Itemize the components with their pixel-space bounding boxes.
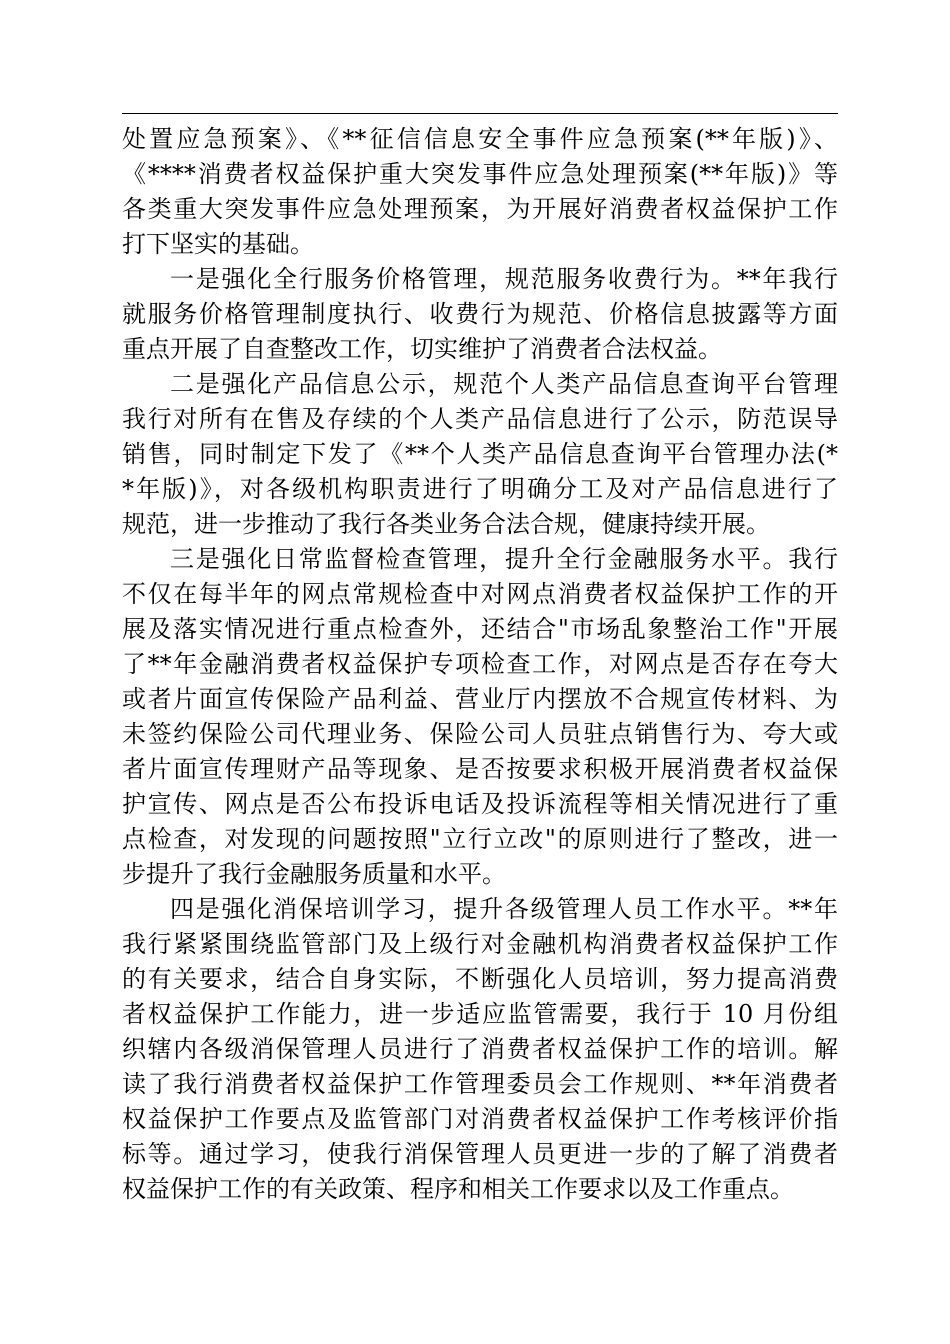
text-line: 或者片面宣传保险产品利益、营业厅内摆放不合规宣传材料、为: [122, 685, 838, 713]
text-line: 了**年金融消费者权益保护专项检查工作，对网点是否存在夸大: [122, 650, 838, 678]
text-line: 者权益保护工作能力，进一步适应监管需要，我行于 10 月份组: [122, 1000, 838, 1028]
text-line: 二是强化产品信息公示，规范个人类产品信息查询平台管理: [170, 370, 838, 398]
text-line: 织辖内各级消保管理人员进行了消费者权益保护工作的培训。解: [122, 1035, 838, 1063]
text-line: 就服务价格管理制度执行、收费行为规范、价格信息披露等方面: [122, 300, 838, 328]
text-line: 步提升了我行金融服务质量和水平。: [122, 860, 506, 888]
text-line: 四是强化消保培训学习，提升各级管理人员工作水平。**年: [170, 895, 838, 923]
text-line: 标等。通过学习，使我行消保管理人员更进一步的了解了消费者: [122, 1140, 838, 1168]
text-line: 重点开展了自查整改工作，切实维护了消费者合法权益。: [122, 335, 722, 363]
text-line: 我行紧紧围绕监管部门及上级行对金融机构消费者权益保护工作: [122, 930, 838, 958]
paragraph-item-4: [122, 892, 838, 1207]
text-line: 护宣传、网点是否公布投诉电话及投诉流程等相关情况进行了重: [122, 790, 838, 818]
text-line: 权益保护工作要点及监管部门对消费者权益保护工作考核评价指: [122, 1105, 838, 1133]
text-line: 展及落实情况进行重点检查外，还结合"市场乱象整治工作"开展: [122, 615, 838, 643]
text-line: 一是强化全行服务价格管理，规范服务收费行为。**年我行: [170, 265, 838, 293]
paragraph-intro: [122, 122, 838, 262]
text-line: 点检查，对发现的问题按照"立行立改"的原则进行了整改，进一: [122, 825, 838, 853]
text-line: 规范，进一步推动了我行各类业务合法合规，健康持续开展。: [122, 510, 770, 538]
text-line: *年版)》，对各级机构职责进行了明确分工及对产品信息进行了: [122, 475, 838, 503]
text-line: 处置应急预案》、《**征信信息安全事件应急预案(**年版)》、: [122, 125, 838, 153]
text-line: 未签约保险公司代理业务、保险公司人员驻点销售行为、夸大或: [122, 720, 838, 748]
text-line: 打下坚实的基础。: [122, 230, 314, 258]
text-line: 销售，同时制定下发了《**个人类产品信息查询平台管理办法(*: [122, 440, 838, 468]
document-body: [122, 122, 838, 1207]
text-line: 《****消费者权益保护重大突发事件应急处理预案(**年版)》等: [122, 160, 838, 188]
text-line: 我行对所有在售及存续的个人类产品信息进行了公示，防范误导: [122, 405, 838, 433]
paragraph-item-1: [122, 262, 838, 367]
text-line: 者片面宣传理财产品等现象、是否按要求积极开展消费者权益保: [122, 755, 838, 783]
header-rule: [122, 113, 838, 114]
text-line: 权益保护工作的有关政策、程序和相关工作要求以及工作重点。: [122, 1175, 794, 1203]
text-line: 不仅在每半年的网点常规检查中对网点消费者权益保护工作的开: [122, 580, 838, 608]
text-line: 读了我行消费者权益保护工作管理委员会工作规则、**年消费者: [122, 1070, 838, 1098]
paragraph-item-2: [122, 367, 838, 542]
text-line: 三是强化日常监督检查管理，提升全行金融服务水平。我行: [170, 545, 838, 573]
paragraph-item-3: [122, 542, 838, 892]
text-line: 各类重大突发事件应急处理预案，为开展好消费者权益保护工作: [122, 195, 838, 223]
text-line: 的有关要求，结合自身实际，不断强化人员培训，努力提高消费: [122, 965, 838, 993]
